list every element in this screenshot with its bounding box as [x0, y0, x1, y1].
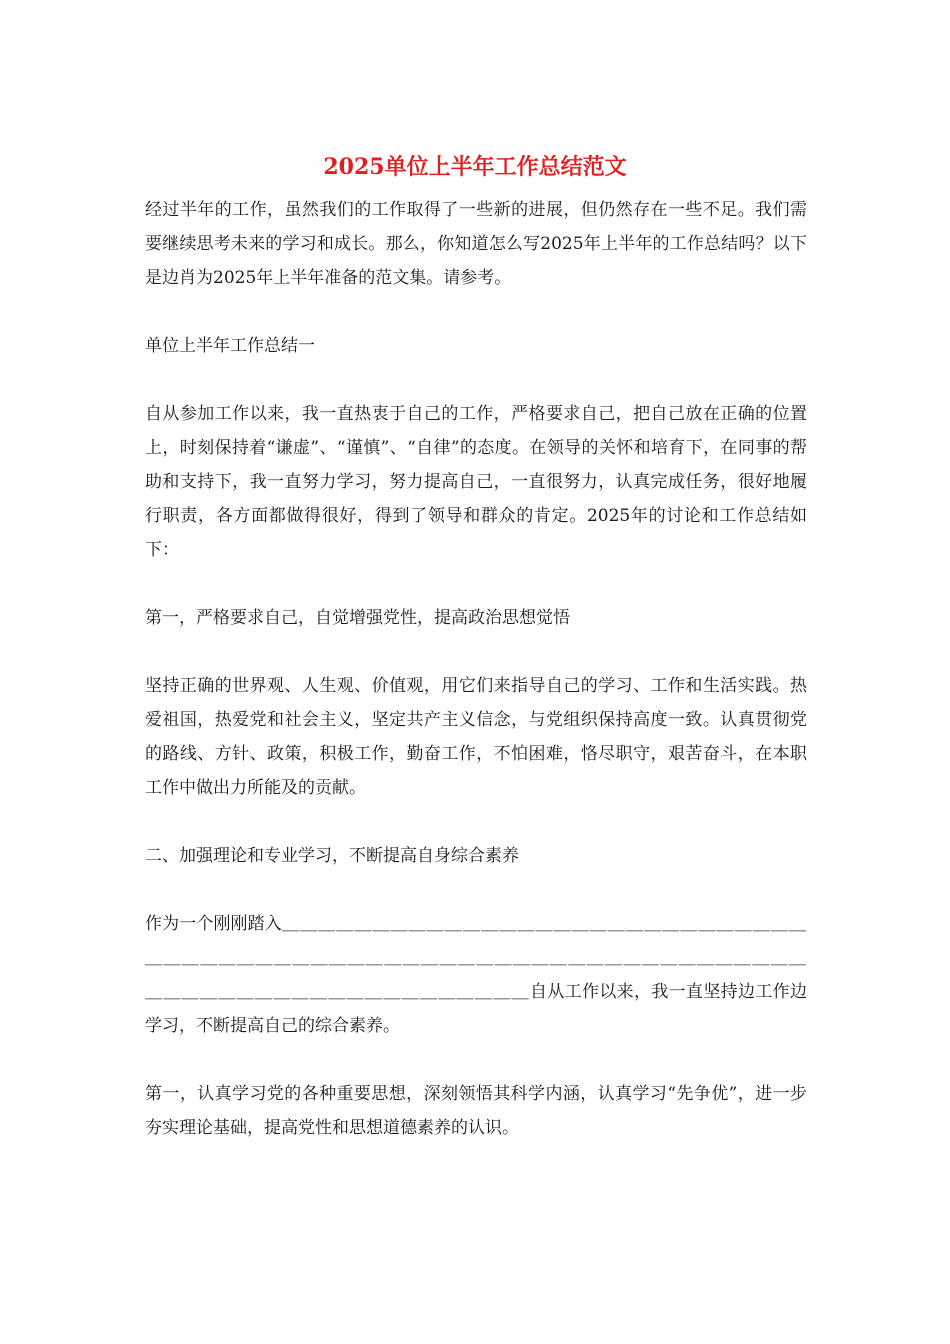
point-heading-1: 第一，严格要求自己，自觉增强党性，提高政治思想觉悟 [145, 608, 570, 628]
blank-fill-line: ＿＿＿＿＿＿＿＿＿＿＿＿＿＿＿＿＿＿＿＿＿＿＿＿＿＿＿＿＿＿＿＿＿＿＿＿＿＿＿＿＿＿＿＿＿＿＿＿＿＿＿＿＿＿＿＿＿＿＿＿＿＿＿＿＿＿＿＿＿＿＿＿＿＿＿＿＿＿＿＿＿＿＿＿＿＿ [145, 914, 808, 1002]
body-paragraph-2: 坚持正确的世界观、人生观、价值观，用它们来指导自己的学习、工作和生活实践。热爱祖国，热爱党和社会主义，坚定共产主义信念，与党组织保持高度一致。认真贯彻党的路线、方针、政策，积极工作，勤奋工作，不怕困难，恪尽职守，艰苦奋斗，在本职工作中做出力所能及的贡献。 [145, 676, 807, 798]
blank-after-text: 自从工作以来，我一直坚持边工作边学习，不断提高自己的综合素养。 [145, 982, 807, 1036]
section-heading-1: 单位上半年工作总结一 [145, 336, 315, 356]
document-body [145, 193, 807, 1179]
body-paragraph-3: 第一，认真学习党的各种重要思想，深刻领悟其科学内涵，认真学习“先争优”，进一步夯实理论基础，提高党性和思想道德素养的认识。 [145, 1084, 807, 1138]
blank-paragraph [145, 907, 807, 1043]
document-title: 2025单位上半年工作总结范文 [323, 154, 627, 180]
blank-before-text: 作为一个刚刚踏入 [145, 914, 282, 934]
body-paragraph-1: 自从参加工作以来，我一直热衷于自己的工作，严格要求自己，把自己放在正确的位置上，时刻保持着“谦虚”、“谨慎”、“自律”的态度。在领导的关怀和培育下，在同事的帮助和支持下，我一直努力学习，努力提高自己，一直很努力，认真完成任务，很好地履行职责，各方面都做得很好，得到了领导和群众的肯定。2025年的讨论和工作总结如下： [145, 404, 807, 560]
intro-paragraph: 经过半年的工作，虽然我们的工作取得了一些新的进展，但仍然存在一些不足。我们需要继续思考未来的学习和成长。那么，你知道怎么写2025年上半年的工作总结吗？以下是边肖为2025年上半年准备的范文集。请参考。 [145, 200, 807, 288]
point-heading-2: 二、加强理论和专业学习，不断提高自身综合素养 [145, 846, 519, 866]
